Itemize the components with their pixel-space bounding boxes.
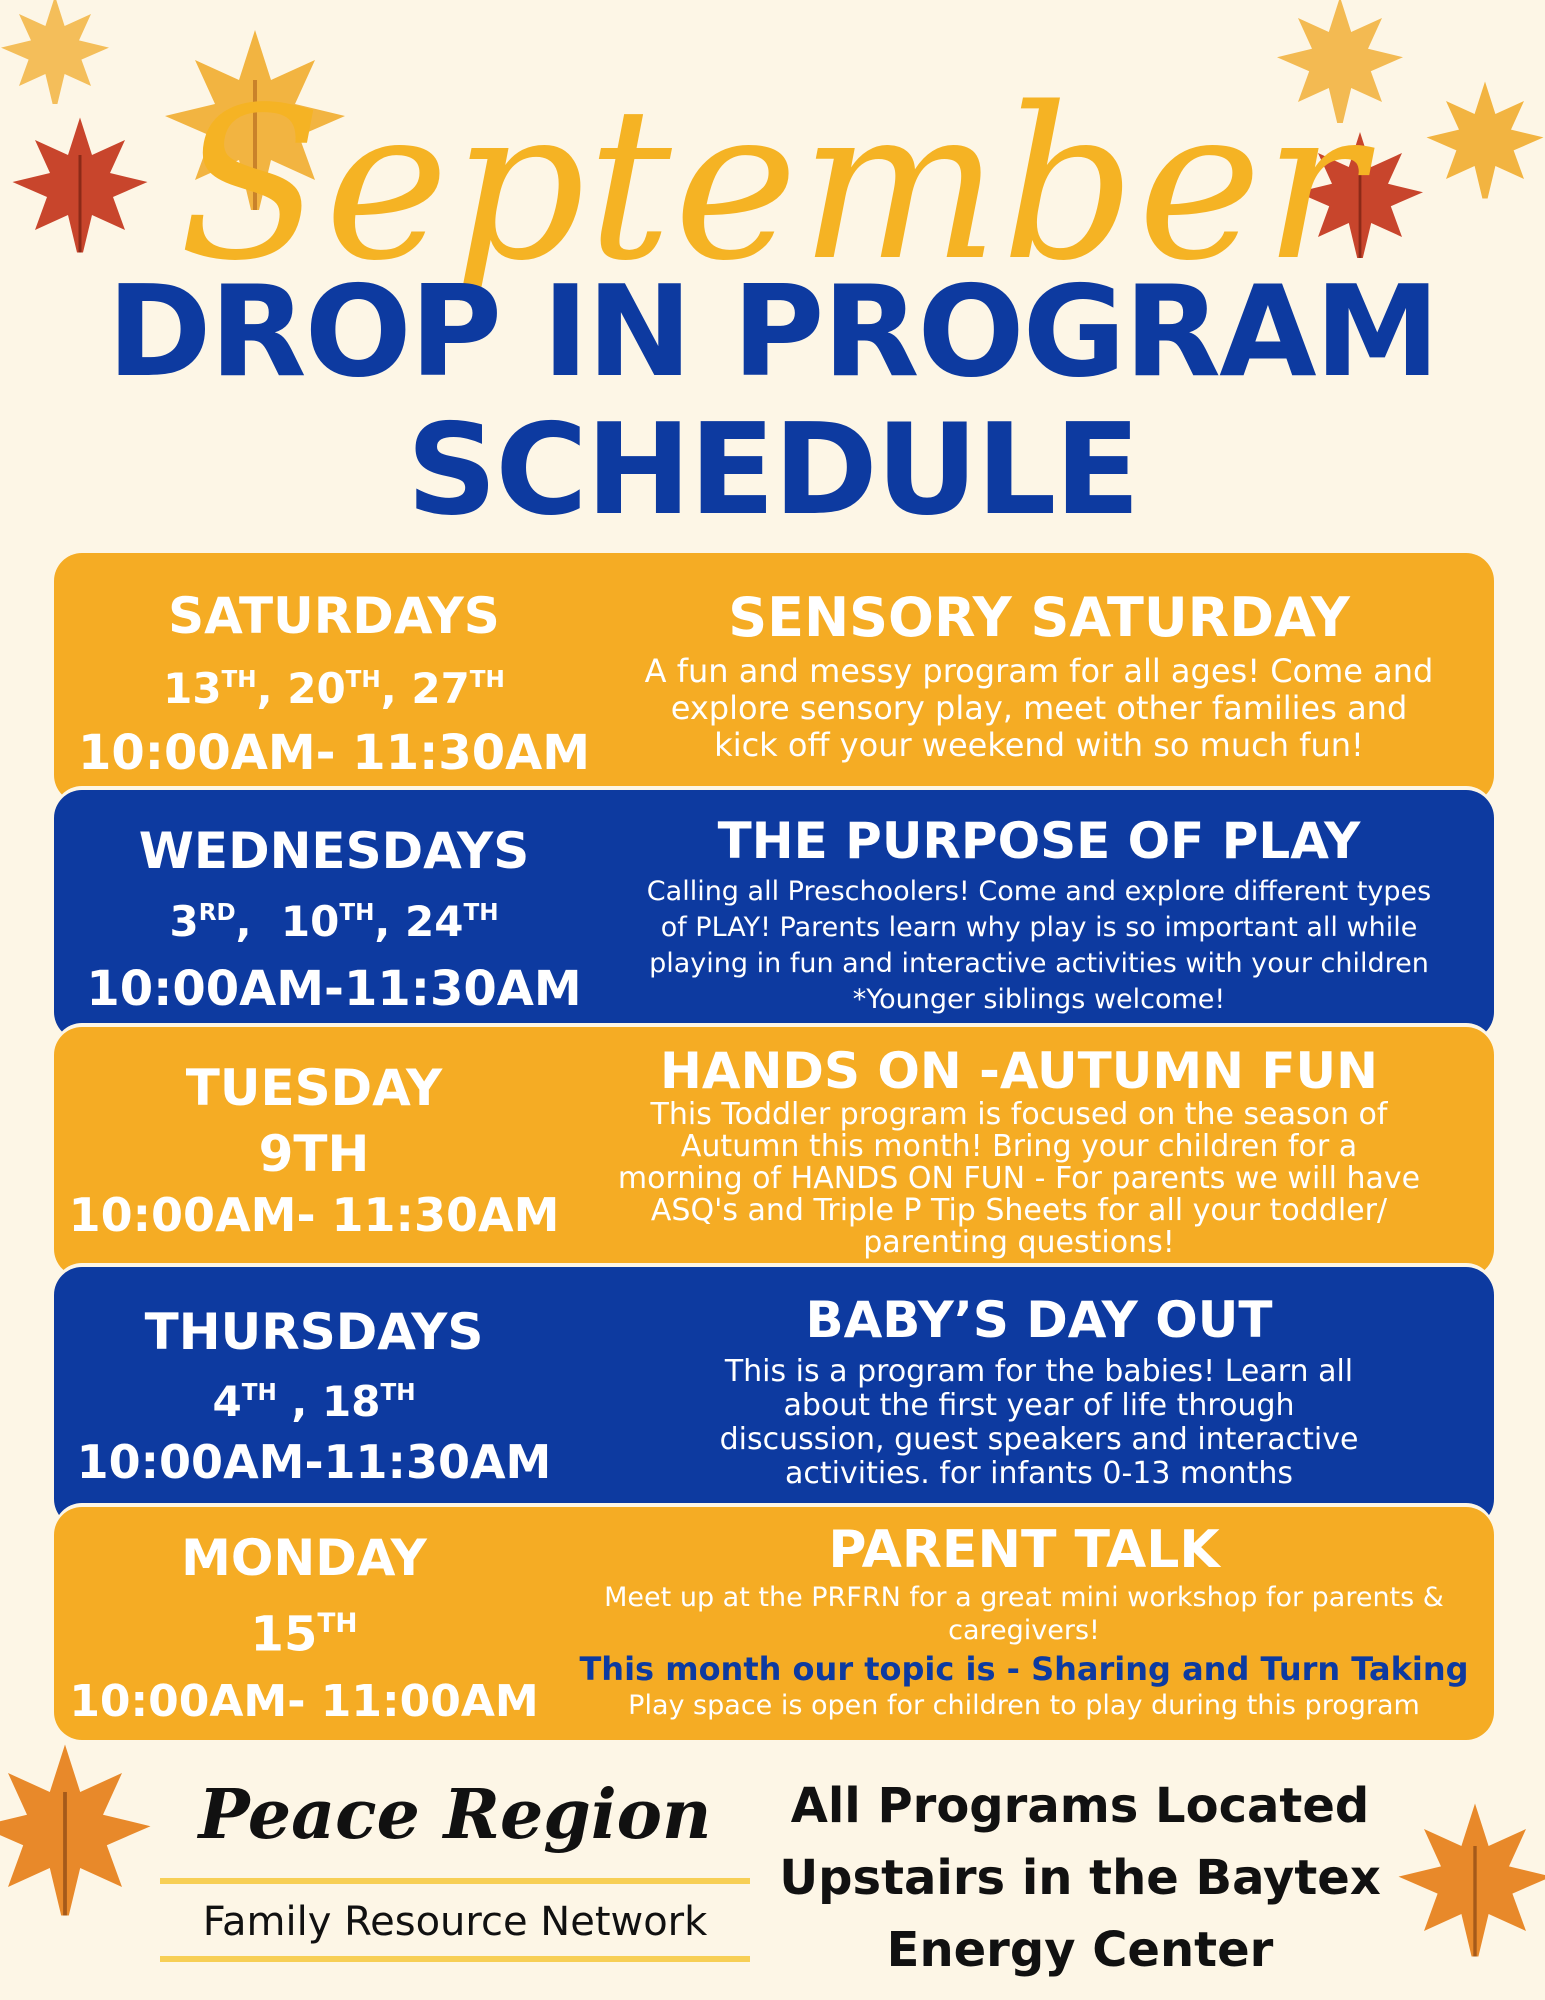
program-description: This is a program for the babies! Learn all about the first year of life through discussion, guest speakers and interactive activities. for infants 0-13 months [719, 1354, 1359, 1491]
program-note: Play space is open for children to play during this program [628, 1690, 1420, 1721]
maple-leaf-icon [1390, 1780, 1545, 1980]
program-band-monday [54, 1507, 1494, 1740]
program-info [614, 808, 1464, 1018]
program-time: 10:00AM-11:30AM [76, 1435, 552, 1490]
schedule-when [34, 1301, 594, 1492]
program-topic: This month our topic is - Sharing and Turn Taking [579, 1650, 1469, 1688]
program-day: SATURDAYS [168, 587, 500, 645]
program-name: SENSORY SATURDAY [728, 586, 1350, 649]
location-note: All Programs Located Upstairs in the Baytex Energy Center [779, 1778, 1381, 1978]
brand-name: Peace Region [198, 1775, 712, 1855]
program-dates: 15TH [250, 1606, 358, 1663]
program-day: TUESDAY [185, 1059, 443, 1117]
maple-leaf-icon [0, 1720, 160, 1940]
program-info [614, 583, 1464, 764]
program-info [614, 1285, 1464, 1491]
program-name: PARENT TALK [828, 1520, 1220, 1580]
program-time: 10:00AM-11:30AM [86, 961, 582, 1018]
brand-divider [160, 1956, 750, 1962]
program-name: HANDS ON -AUTUMN FUN [660, 1042, 1378, 1100]
schedule-when [54, 818, 614, 1027]
schedule-when [34, 1055, 594, 1243]
program-dates: 4TH , 18TH [212, 1377, 416, 1427]
brand-subtitle: Family Resource Network [202, 1899, 708, 1945]
program-band-thursday [54, 1267, 1494, 1527]
program-description: This Toddler program is focused on the season of Autumn this month! Bring your children for a morning of HANDS ON FUN - For parents we will have ASQ's and Triple P Tip Sheets for all your toddler/ parenting questions! [617, 1097, 1421, 1260]
program-day: MONDAY [181, 1529, 427, 1587]
program-info [574, 1519, 1474, 1721]
program-info [594, 1043, 1444, 1259]
program-band-wednesday [54, 790, 1494, 1040]
schedule-when [24, 1525, 584, 1737]
program-time: 10:00AM- 11:30AM [77, 725, 591, 782]
page-title-line1: DROP IN PROGRAM [107, 258, 1438, 405]
program-description: A fun and messy program for all ages! Come and explore sensory play, meet other families and kick off your weekend with so much fun! [644, 652, 1434, 764]
program-dates: 13TH, 20TH, 27TH [163, 664, 505, 714]
program-band-tuesday [54, 1027, 1494, 1277]
program-day: THURSDAYS [144, 1303, 484, 1361]
program-dates: 3RD, 10TH, 24TH [169, 897, 499, 947]
program-dates: 9TH [258, 1125, 370, 1183]
program-description: Meet up at the PRFRN for a great mini workshop for parents & caregivers! [604, 1582, 1444, 1646]
program-band-saturday [54, 553, 1494, 803]
program-name: BABY’S DAY OUT [805, 1291, 1273, 1349]
program-name: THE PURPOSE OF PLAY [717, 812, 1361, 870]
script-title: September [178, 62, 1367, 307]
program-time: 10:00AM- 11:30AM [68, 1188, 560, 1242]
program-time: 10:00AM- 11:00AM [69, 1676, 539, 1728]
brand-block [160, 1770, 750, 1972]
schedule-when [54, 583, 614, 786]
program-description: Calling all Preschoolers! Come and explore different types of PLAY! Parents learn why play is so important all while playing in fun and interactive activities with your children *Younger siblings welcome! [646, 876, 1432, 1015]
page-title-line2: SCHEDULE [406, 396, 1139, 543]
program-day: WEDNESDAYS [138, 822, 530, 880]
brand-divider [160, 1878, 750, 1884]
